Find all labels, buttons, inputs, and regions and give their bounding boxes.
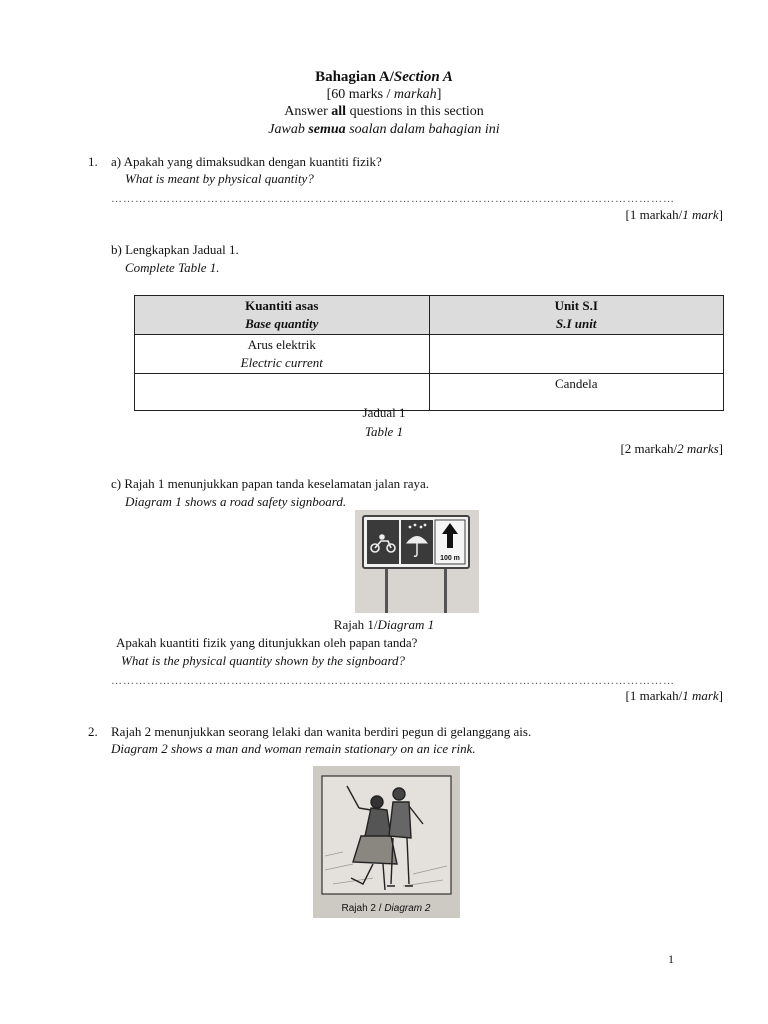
q1a-text-en: What is meant by physical quantity? [125,171,314,186]
table-caption-ms: Jadual 1 [362,405,406,420]
signboard-illustration [355,510,479,613]
q2-text-en: Diagram 2 shows a man and woman remain stationary on an ice rink. [111,741,476,756]
sign-panel-motorcycle [367,520,399,564]
diagram-2-skaters-image [313,766,460,918]
instruction-en: Answer all questions in this section [284,104,484,119]
table-cell: Candela [429,374,724,411]
table-cell: Arus elektrik Electric current [135,335,430,374]
table-header-cell: Unit S.I S.I unit [429,296,724,335]
table-1 [134,295,724,411]
answer-line[interactable]: …………………………………………………………………………………………………………………………… [111,193,675,205]
question-number: 1. [88,154,98,169]
sign-post-right [444,565,447,613]
q1c-question-ms: Apakah kuantiti fizik yang ditunjukkan oleh papan tanda? [116,635,418,650]
q1c-marks: [1 markah/1 mark] [625,688,723,703]
q1c-text-en: Diagram 1 shows a road safety signboard. [125,494,347,509]
q1c-question-en: What is the physical quantity shown by the signboard? [121,653,406,668]
q1a-marks: [1 markah/1 mark] [625,207,723,222]
instruction-ms: Jawab semua soalan dalam bahagian ini [268,122,500,137]
q1c-text-ms: c) Rajah 1 menunjukkan papan tanda keselamatan jalan raya. [111,476,430,491]
page-number: 1 [668,952,674,966]
answer-line[interactable]: …………………………………………………………………………………………………………………………… [111,675,675,687]
q1b-text-en: Complete Table 1. [125,260,220,275]
table-header-cell: Kuantiti asas Base quantity [135,296,430,335]
table-answer-cell[interactable] [429,335,724,374]
q2-text-ms: Rajah 2 menunjukkan seorang lelaki dan wanita berdiri pegun di gelanggang ais. [111,724,532,739]
question-number: 2. [88,724,98,739]
diagram-2-label: Rajah 2 / Diagram 2 [341,903,431,914]
table-row [135,335,724,374]
section-title: Bahagian A/Section A [315,69,453,85]
skaters-illustration [313,766,460,918]
sign-post-left [385,565,388,613]
q1b-marks: [2 markah/2 marks] [620,441,723,456]
table-caption-en: Table 1 [364,424,404,439]
diagram-1-caption: Rajah 1/Diagram 1 [333,617,435,632]
sign-distance-label: 100 m [440,555,460,562]
q1a-text-ms: a) Apakah yang dimaksudkan dengan kuantiti fizik? [111,154,382,169]
section-marks: [60 marks / markah] [326,87,442,102]
diagram-1-signboard-image [355,510,479,613]
q1b-text-ms: b) Lengkapkan Jadual 1. [111,242,239,257]
table-header-row [135,296,724,335]
